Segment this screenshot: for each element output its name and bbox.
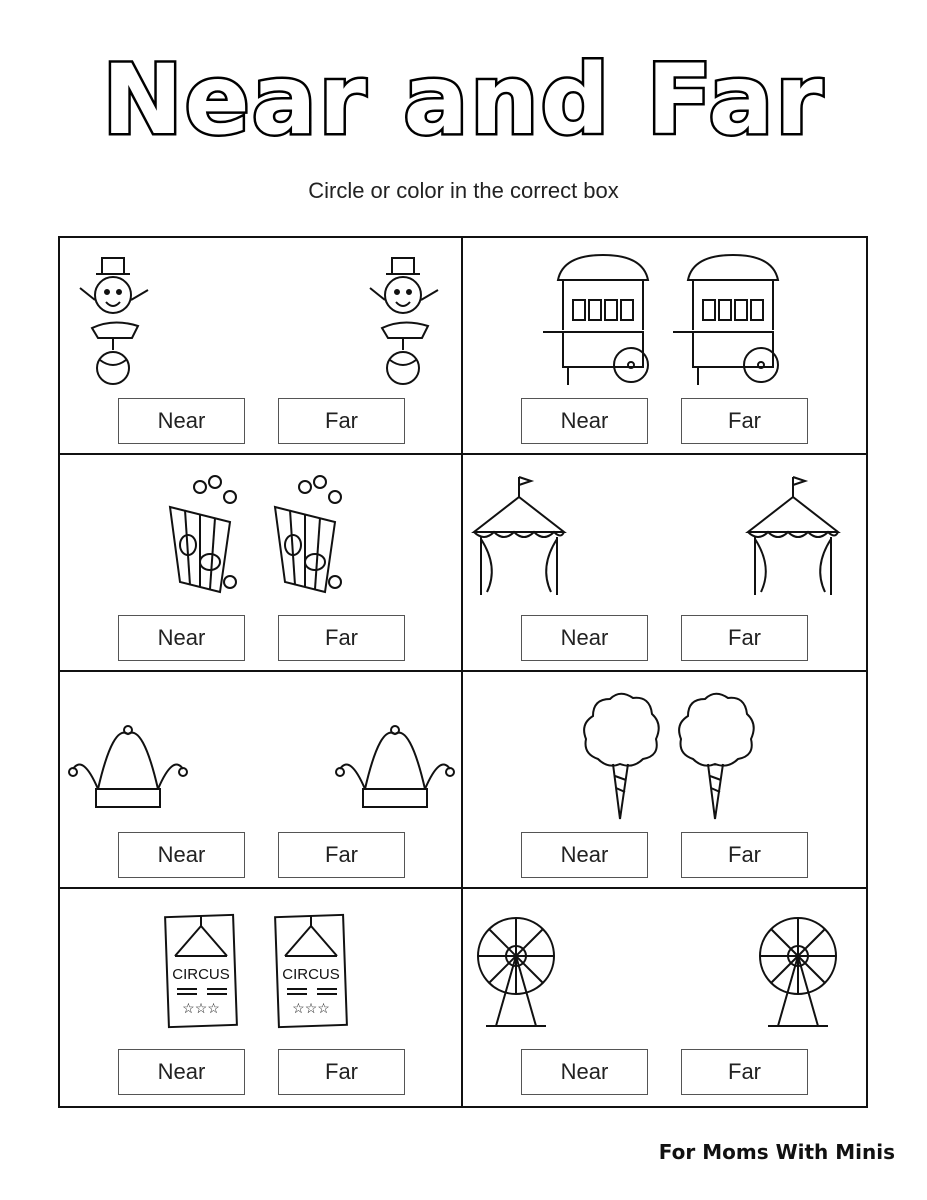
near-box[interactable]: Near bbox=[521, 615, 648, 661]
hippo-on-ball-icon bbox=[360, 250, 450, 390]
jester-hat-icon bbox=[68, 684, 188, 824]
near-box[interactable]: Near bbox=[118, 615, 245, 661]
jester-hat-icon bbox=[335, 684, 455, 824]
far-box[interactable]: Far bbox=[278, 832, 405, 878]
far-box[interactable]: Far bbox=[681, 615, 808, 661]
worksheet-grid bbox=[58, 236, 868, 1108]
worksheet-cell-circus-poster bbox=[60, 889, 463, 1106]
popcorn-icon bbox=[160, 467, 250, 607]
worksheet-cell-popcorn bbox=[60, 455, 463, 672]
circus-poster-icon bbox=[265, 901, 355, 1041]
far-box[interactable]: Far bbox=[278, 615, 405, 661]
instructions: Circle or color in the correct box bbox=[308, 178, 619, 203]
far-box[interactable]: Far bbox=[681, 832, 808, 878]
near-box[interactable]: Near bbox=[118, 1049, 245, 1095]
far-box[interactable]: Far bbox=[278, 1049, 405, 1095]
cotton-candy-icon bbox=[673, 684, 758, 824]
page-title: Near and Far bbox=[102, 44, 825, 156]
far-box[interactable]: Far bbox=[278, 398, 405, 444]
worksheet-cell-ferris-wheel bbox=[463, 889, 866, 1106]
near-box[interactable]: Near bbox=[521, 832, 648, 878]
near-box[interactable]: Near bbox=[118, 398, 245, 444]
worksheet-cell-cart bbox=[463, 238, 866, 455]
popcorn-icon bbox=[265, 467, 355, 607]
hippo-on-ball-icon bbox=[70, 250, 160, 390]
poster-text: CIRCUS bbox=[282, 966, 340, 983]
far-box[interactable]: Far bbox=[681, 398, 808, 444]
poster-text: CIRCUS bbox=[172, 966, 230, 983]
far-box[interactable]: Far bbox=[681, 1049, 808, 1095]
ferris-wheel-icon bbox=[471, 901, 561, 1041]
svg-text:☆☆☆: ☆☆☆ bbox=[292, 1000, 330, 1016]
near-box[interactable]: Near bbox=[521, 398, 648, 444]
candy-cart-icon bbox=[673, 250, 793, 390]
near-box[interactable]: Near bbox=[521, 1049, 648, 1095]
brand-footer: For Moms With Minis bbox=[658, 1140, 895, 1164]
circus-tent-icon bbox=[743, 467, 843, 607]
worksheet-cell-cotton-candy bbox=[463, 672, 866, 889]
cotton-candy-icon bbox=[578, 684, 663, 824]
svg-text:☆☆☆: ☆☆☆ bbox=[182, 1000, 220, 1016]
candy-cart-icon bbox=[543, 250, 663, 390]
worksheet-cell-tent bbox=[463, 455, 866, 672]
worksheet-cell-hippo bbox=[60, 238, 463, 455]
worksheet-cell-jester-hat bbox=[60, 672, 463, 889]
circus-tent-icon bbox=[469, 467, 569, 607]
ferris-wheel-icon bbox=[753, 901, 843, 1041]
near-box[interactable]: Near bbox=[118, 832, 245, 878]
circus-poster-icon bbox=[155, 901, 245, 1041]
